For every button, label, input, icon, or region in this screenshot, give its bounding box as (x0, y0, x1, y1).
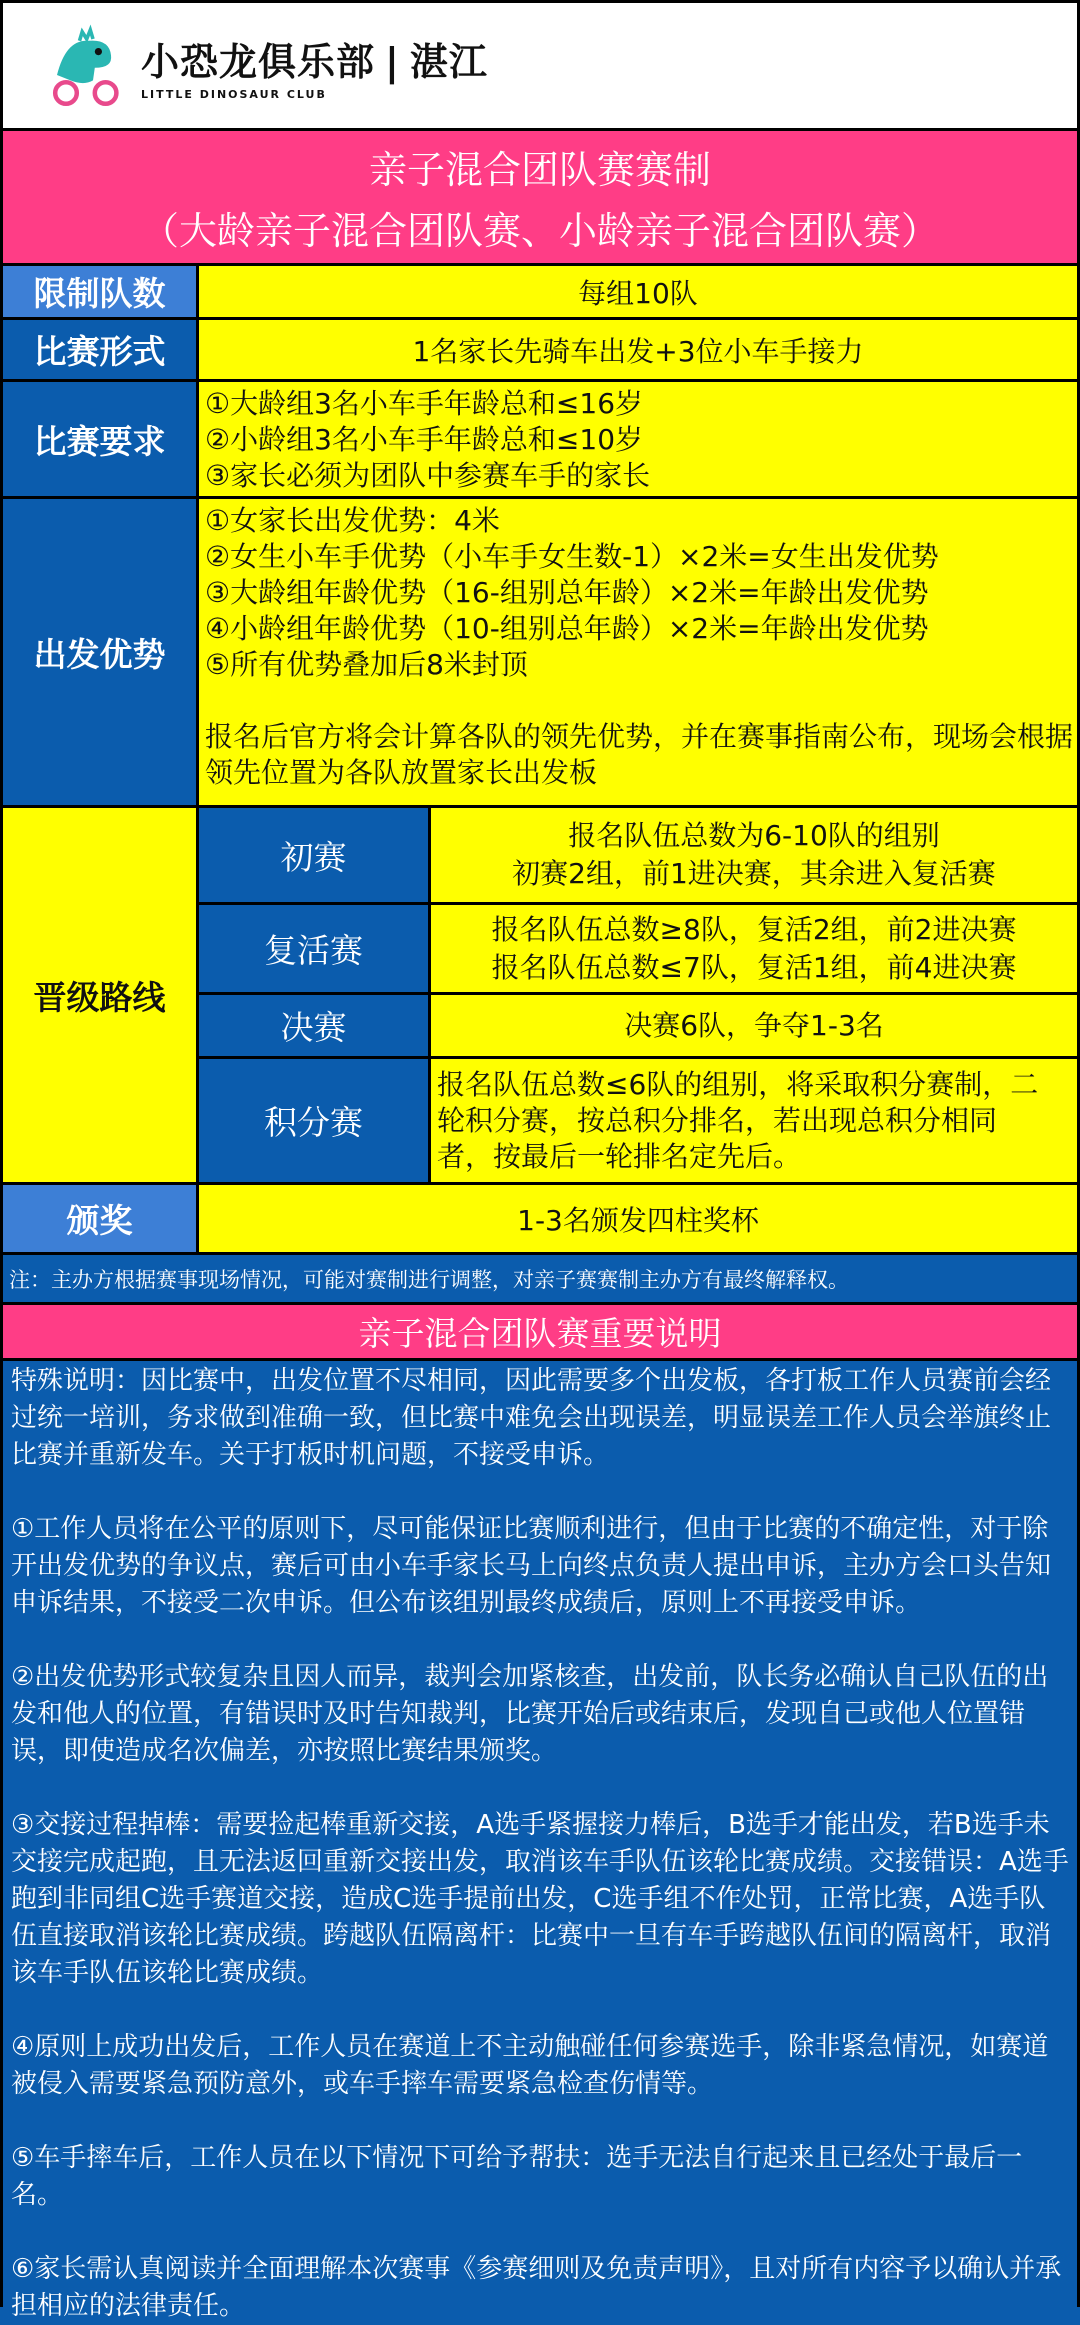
brand-header (3, 3, 1077, 131)
brand-name: 小恐龙俱乐部 | 湛江 (141, 39, 488, 84)
stage-repechage-desc: 报名队伍总数≥8队，复活2组，前2进决赛 报名队伍总数≤7队，复活1组，前4进决赛 (431, 905, 1077, 995)
footnote: 注：主办方根据赛事现场情况，可能对赛制进行调整，对亲子赛赛制主办方有最终解释权。 (3, 1255, 1077, 1305)
label-advancement: 晋级路线 (3, 808, 199, 1185)
rules-table (3, 266, 1077, 1255)
paragraph: 特殊说明：因比赛中，出发位置不尽相同，因此需要多个出发板，各打板工作人员赛前会经过统一培训，务求做到准确一致，但比赛中难免会出现误差，明显误差工作人员会举旗终止比赛并重新发车。关于打板时机问题，不接受申诉。 (11, 1366, 1052, 1470)
stage-points-desc: 报名队伍总数≤6队的组别，将采取积分赛制，二 轮积分赛，按总积分排名，若出现总积分相同 者，按最后一轮排名定先后。 (431, 1059, 1077, 1182)
value-requirements: ①大龄组3名小车手年龄总和≤16岁 ②小龄组3名小车手年龄总和≤10岁 ③家长必须为团队中参赛车手的家长 (199, 382, 1077, 499)
stage-repechage: 复活赛 (199, 905, 431, 995)
section-body (3, 1361, 1077, 2325)
label-start-advantage: 出发优势 (3, 499, 199, 808)
paragraph: ⑤车手摔车后，工作人员在以下情况下可给予帮扶：选手无法自行起来且已经处于最后一名。 (11, 2143, 1023, 2210)
paragraph: ④原则上成功出发后，工作人员在赛道上不主动触碰任何参赛选手，除非紧急情况，如赛道被侵入需要紧急预防意外，或车手摔车需要紧急检查伤情等。 (11, 2032, 1049, 2099)
label-awards: 颁奖 (3, 1185, 199, 1252)
label-format: 比赛形式 (3, 320, 199, 382)
value-start-advantage: ①女家长出发优势：4米 ②女生小车手优势（小车手女生数-1）×2米=女生出发优势 ③大龄组年龄优势（16-组别总年龄）×2米=年龄出发优势 ④小龄组年龄优势（10-组别总年龄）×2米=年龄出发优势 ⑤所有优势叠加后8米封顶 报名后官方将会计算各队的领先优势，并在赛事指南公布，现场会根据领先位置为各队放置家长出发板 (199, 499, 1077, 808)
paragraph: ②出发优势形式较复杂且因人而异，裁判会加紧核查，出发前，队长务必确认自己队伍的出发和他人的位置，有错误时及时告知裁判，比赛开始后或结束后，发现自己或他人位置错误，即使造成名次偏差，亦按照比赛结果颁奖。 (11, 1662, 1049, 1766)
paragraph: ①工作人员将在公平的原则下，尽可能保证比赛顺利进行，但由于比赛的不确定性，对于除开出发优势的争议点，赛后可由小车手家长马上向终点负责人提出申诉，主办方会口头告知申诉结果，不接受二次申诉。但公布该组别最终成绩后，原则上不再接受申诉。 (11, 1514, 1052, 1618)
dinosaur-logo-icon (39, 21, 129, 111)
value-awards: 1-3名颁发四柱奖杯 (199, 1185, 1077, 1252)
stage-prelim: 初赛 (199, 808, 431, 905)
stage-final-desc: 决赛6队，争夺1-3名 (431, 995, 1077, 1059)
label-requirements: 比赛要求 (3, 382, 199, 499)
stage-prelim-desc: 报名队伍总数为6-10队的组别 初赛2组，前1进决赛，其余进入复活赛 (431, 808, 1077, 905)
title-main: 亲子混合团队赛赛制 (368, 148, 711, 192)
advancement-table (199, 808, 1077, 1185)
stage-final: 决赛 (199, 995, 431, 1059)
value-team-limit: 每组10队 (199, 266, 1077, 320)
paragraph: ⑥家长需认真阅读并全面理解本次赛事《参赛细则及免责声明》，且对所有内容予以确认并承担相应的法律责任。 (11, 2254, 1062, 2321)
label-team-limit: 限制队数 (3, 266, 199, 320)
title-band (3, 131, 1077, 266)
brand-subtitle: LITTLE DINOSAUR CLUB (141, 87, 327, 101)
stage-points: 积分赛 (199, 1059, 431, 1182)
value-format: 1名家长先骑车出发+3位小车手接力 (199, 320, 1077, 382)
section-title: 亲子混合团队赛重要说明 (3, 1305, 1077, 1361)
paragraph: ③交接过程掉棒：需要捡起棒重新交接，A选手紧握接力棒后，B选手才能出发，若B选手未交接完成起跑，且无法返回重新交接出发，取消该车手队伍该轮比赛成绩。交接错误：A选手跑到非同组C选手赛道交接，造成C选手提前出发，C选手组不作处罚，正常比赛，A选手队伍直接取消该轮比赛成绩。跨越队伍隔离杆：比赛中一旦有车手跨越队伍间的隔离杆，取消该车手队伍该轮比赛成绩。 (11, 1810, 1069, 1988)
title-sub: （大龄亲子混合团队赛、小龄亲子混合团队赛） (140, 209, 939, 253)
